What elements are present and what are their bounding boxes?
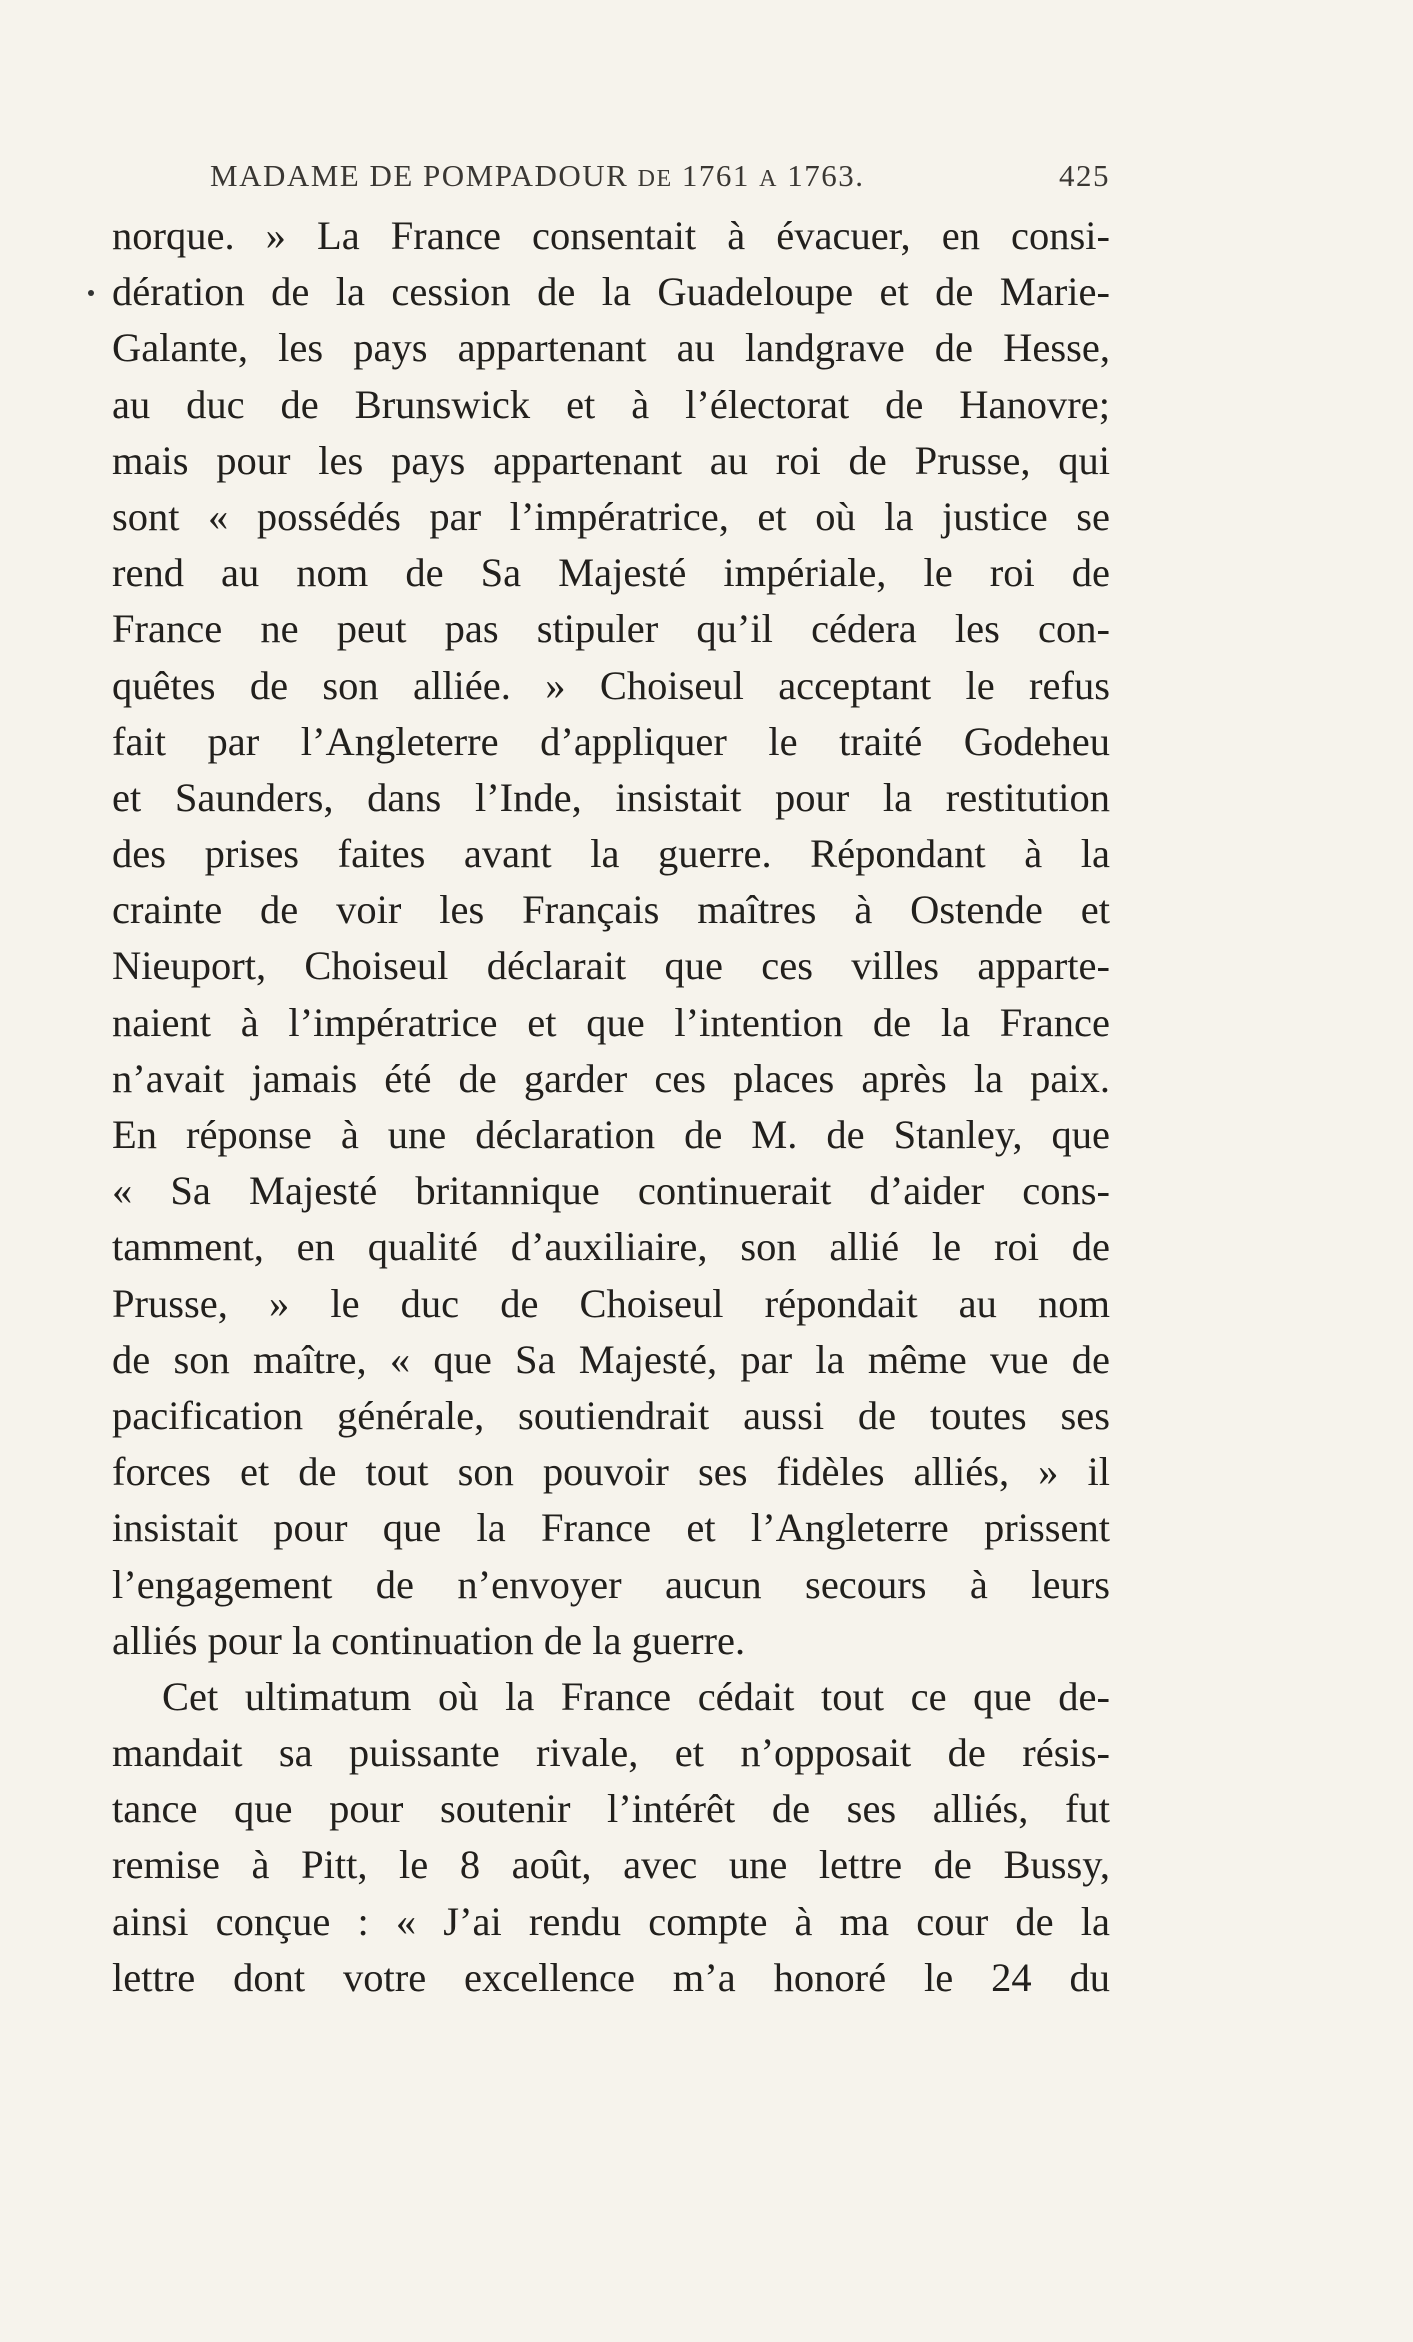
text-line: et Saunders, dans l’Inde, insistait pour la restitution bbox=[112, 774, 1110, 820]
text-line: l’engagement de n’envoyer aucun secours à leurs bbox=[112, 1561, 1110, 1607]
text-line: sont « possédés par l’impératrice, et où la justice se bbox=[112, 493, 1110, 539]
running-head bbox=[210, 158, 1110, 198]
text-line: « Sa Majesté britannique continuerait d’aider cons- bbox=[112, 1168, 1110, 1214]
text-line: naient à l’impératrice et que l’intention de la France bbox=[112, 999, 1110, 1045]
text-line: Galante, les pays appartenant au landgrave de Hesse, bbox=[112, 325, 1110, 371]
text-line: au duc de Brunswick et à l’électorat de Hanovre; bbox=[112, 381, 1110, 427]
text-line: mais pour les pays appartenant au roi de Prusse, qui bbox=[112, 437, 1110, 483]
text-line: norque. » La France consentait à évacuer, en consi- bbox=[112, 213, 1110, 258]
text-line: lettre dont votre excellence m’a honoré le 24 du bbox=[112, 1954, 1110, 2000]
page-number: 425 bbox=[1059, 158, 1110, 193]
text-line: crainte de voir les Français maîtres à Ostende et bbox=[112, 887, 1110, 933]
text-line: dération de la cession de la Guadeloupe et de Marie- bbox=[112, 269, 1110, 315]
text-line: pacification générale, soutiendrait aussi de toutes ses bbox=[112, 1392, 1110, 1438]
text-line: n’avait jamais été de garder ces places après la paix. bbox=[112, 1055, 1110, 1101]
text-line: des prises faites avant la guerre. Répondant à la bbox=[112, 831, 1110, 877]
body-text bbox=[112, 208, 1110, 2006]
text-line: tamment, en qualité d’auxiliaire, son allié le roi de bbox=[112, 1224, 1110, 1270]
text-line: de son maître, « que Sa Majesté, par la même vue de bbox=[112, 1336, 1110, 1382]
margin-dot-mark bbox=[88, 290, 94, 296]
text-line-paragraph-start: Cet ultimatum où la France cédait tout ce que de- bbox=[162, 1673, 1110, 1719]
text-line: Prusse, » le duc de Choiseul répondait au nom bbox=[112, 1280, 1110, 1326]
running-title: MADAME DE POMPADOUR DE 1761 A 1763. bbox=[210, 158, 865, 193]
text-line: quêtes de son alliée. » Choiseul acceptant le refus bbox=[112, 662, 1110, 708]
text-line: insistait pour que la France et l’Angleterre prissent bbox=[112, 1505, 1110, 1551]
text-line: mandait sa puissante rivale, et n’opposait de résis- bbox=[112, 1730, 1110, 1776]
text-line: remise à Pitt, le 8 août, avec une lettre de Bussy, bbox=[112, 1842, 1110, 1888]
text-line: rend au nom de Sa Majesté impériale, le roi de bbox=[112, 550, 1110, 596]
text-line: fait par l’Angleterre d’appliquer le traité Godeheu bbox=[112, 718, 1110, 764]
text-line: tance que pour soutenir l’intérêt de ses alliés, fut bbox=[112, 1786, 1110, 1832]
text-line: En réponse à une déclaration de M. de Stanley, que bbox=[112, 1112, 1110, 1157]
text-line: Nieuport, Choiseul déclarait que ces villes apparte- bbox=[112, 943, 1110, 989]
text-line: ainsi conçue : « J’ai rendu compte à ma cour de la bbox=[112, 1898, 1110, 1944]
text-line: forces et de tout son pouvoir ses fidèles alliés, » il bbox=[112, 1449, 1110, 1495]
text-line: France ne peut pas stipuler qu’il cédera les con- bbox=[112, 606, 1110, 652]
text-line-paragraph-end: alliés pour la continuation de la guerre. bbox=[112, 1617, 746, 1663]
